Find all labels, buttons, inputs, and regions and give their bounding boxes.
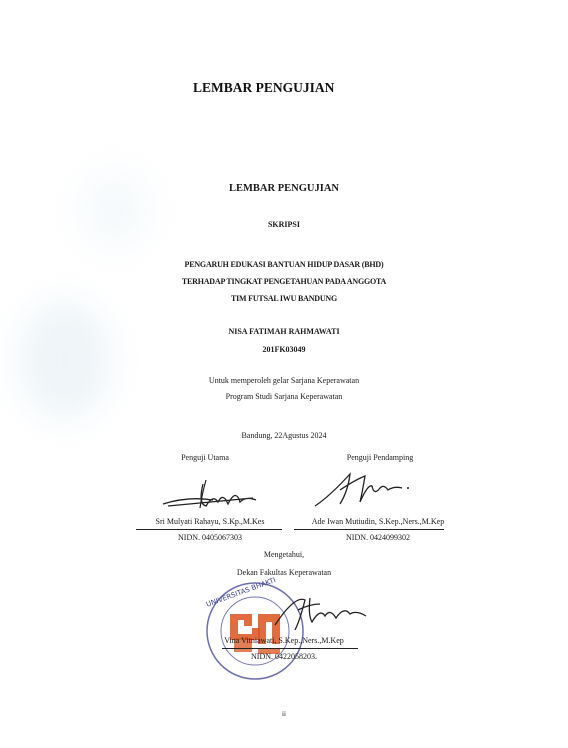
thesis-title-line-1: PENGARUH EDUKASI BANTUAN HIDUP DASAR (BHD) [184, 260, 384, 269]
page-title: LEMBAR PENGUJIAN [193, 80, 335, 95]
document-type: SKRIPSI [267, 220, 300, 229]
author-name: NISA FATIMAH RAHMAWATI [228, 327, 340, 336]
signature-line-companion [294, 529, 444, 530]
signature-examiner-companion [310, 466, 420, 511]
examiner-companion-nidn: NIDN. 0424099302 [346, 533, 410, 542]
signature-dean [270, 590, 380, 635]
dean-name: Vina Vitniawati, S.Kep.,Ners.,M.Kep [224, 636, 344, 645]
scan-shadow [20, 300, 110, 420]
scan-heading: LEMBAR PENGUJIAN [229, 183, 339, 194]
examiner-main-name: Sri Mulyati Rahayu, S.Kp.,M.Kes [155, 517, 265, 526]
purpose-line-1: Untuk memperoleh gelar Sarjana Keperawatan [208, 376, 360, 385]
thesis-title-line-2: TERHADAP TINGKAT PENGETAHUAN PADA ANGGOTA [181, 277, 387, 286]
signature-line-dean [222, 648, 358, 649]
signature-examiner-main [158, 474, 268, 514]
scan-shadow [80, 170, 150, 250]
examiner-main-role: Penguji Utama [181, 453, 229, 462]
dean-nidn: NIDN. 0422058203. [251, 652, 317, 661]
place-date: Bandung, 22Agustus 2024 [241, 431, 327, 440]
svg-text:UNIVERSITAS BHAKTI: UNIVERSITAS BHAKTI [205, 576, 277, 609]
approval-label: Mengetahui, [263, 550, 305, 559]
examiner-main-nidn: NIDN. 0405067303 [178, 533, 242, 542]
student-id: 201FK03049 [262, 345, 306, 354]
thesis-title-line-3: TIM FUTSAL IWU BANDUNG [230, 294, 338, 303]
approval-position: Dekan Fakultas Keperawatan [236, 568, 332, 577]
examiner-companion-role: Penguji Pendamping [346, 453, 414, 462]
page-number: ii [282, 710, 286, 718]
examiner-companion-name: Ade Iwan Mutiudin, S.Kep.,Ners.,M.Kep [311, 517, 445, 526]
signature-line-main [136, 529, 282, 530]
purpose-line-2: Program Studi Sarjana Keperawatan [225, 392, 343, 401]
